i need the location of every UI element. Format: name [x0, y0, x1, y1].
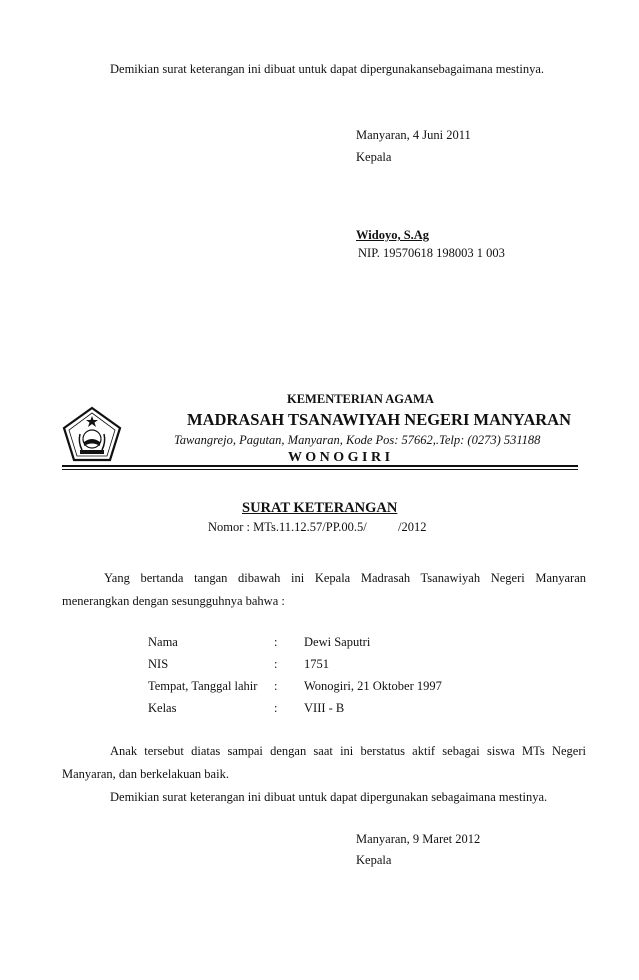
- field-value: Dewi Saputri: [304, 635, 371, 649]
- letterhead-divider-thick: [62, 465, 578, 467]
- field-colon: :: [274, 657, 278, 671]
- body-line-1: Anak tersebut diatas sampai dengan saat ini berstatus aktif sebagai siswa MTs Negeri: [110, 744, 586, 758]
- intro-line-2: menerangkan dengan sesungguhnya bahwa :: [62, 594, 285, 608]
- field-label: Kelas: [148, 701, 177, 715]
- letterhead-divider-thin: [62, 469, 578, 470]
- field-value: 1751: [304, 657, 329, 671]
- letter-title: SURAT KETERANGAN: [242, 500, 398, 516]
- closing-text: Demikian surat keterangan ini dibuat untuk dapat dipergunakan sebagaimana mestinya.: [110, 790, 548, 804]
- previous-signer-nip: NIP. 19570618 198003 1 003: [358, 246, 505, 260]
- place-date: Manyaran, 9 Maret 2012: [356, 832, 481, 846]
- field-colon: :: [274, 679, 278, 693]
- previous-closing-text: Demikian surat keterangan ini dibuat untuk dapat dipergunakansebagaimana mestinya.: [110, 62, 545, 76]
- school-address: Tawangrejo, Pagutan, Manyaran, Kode Pos: 57662,.Telp: (0273) 531188: [174, 433, 541, 447]
- field-label: Nama: [148, 635, 178, 649]
- field-value: VIII - B: [304, 701, 345, 715]
- ministry-name: KEMENTERIAN AGAMA: [287, 392, 434, 406]
- field-value: Wonogiri, 21 Oktober 1997: [304, 679, 442, 693]
- position: Kepala: [356, 853, 392, 867]
- intro-line-1: Yang bertanda tangan dibawah ini Kepala Madrasah Tsanawiyah Negeri Manyaran: [104, 571, 586, 585]
- previous-position: Kepala: [356, 150, 392, 164]
- field-colon: :: [274, 635, 278, 649]
- previous-signer-name: Widoyo, S.Ag: [356, 228, 430, 242]
- field-colon: :: [274, 701, 278, 715]
- body-line-2: Manyaran, dan berkelakuan baik.: [62, 767, 229, 781]
- school-name: MADRASAH TSANAWIYAH NEGERI MANYARAN: [187, 410, 571, 429]
- field-label: Tempat, Tanggal lahir: [148, 679, 258, 693]
- field-label: NIS: [148, 657, 169, 671]
- school-city: W O N O G I R I: [288, 450, 391, 465]
- letter-number: Nomor : MTs.11.12.57/PP.00.5/ /2012: [208, 520, 427, 534]
- ministry-emblem-icon: [60, 406, 124, 464]
- previous-place-date: Manyaran, 4 Juni 2011: [356, 128, 471, 142]
